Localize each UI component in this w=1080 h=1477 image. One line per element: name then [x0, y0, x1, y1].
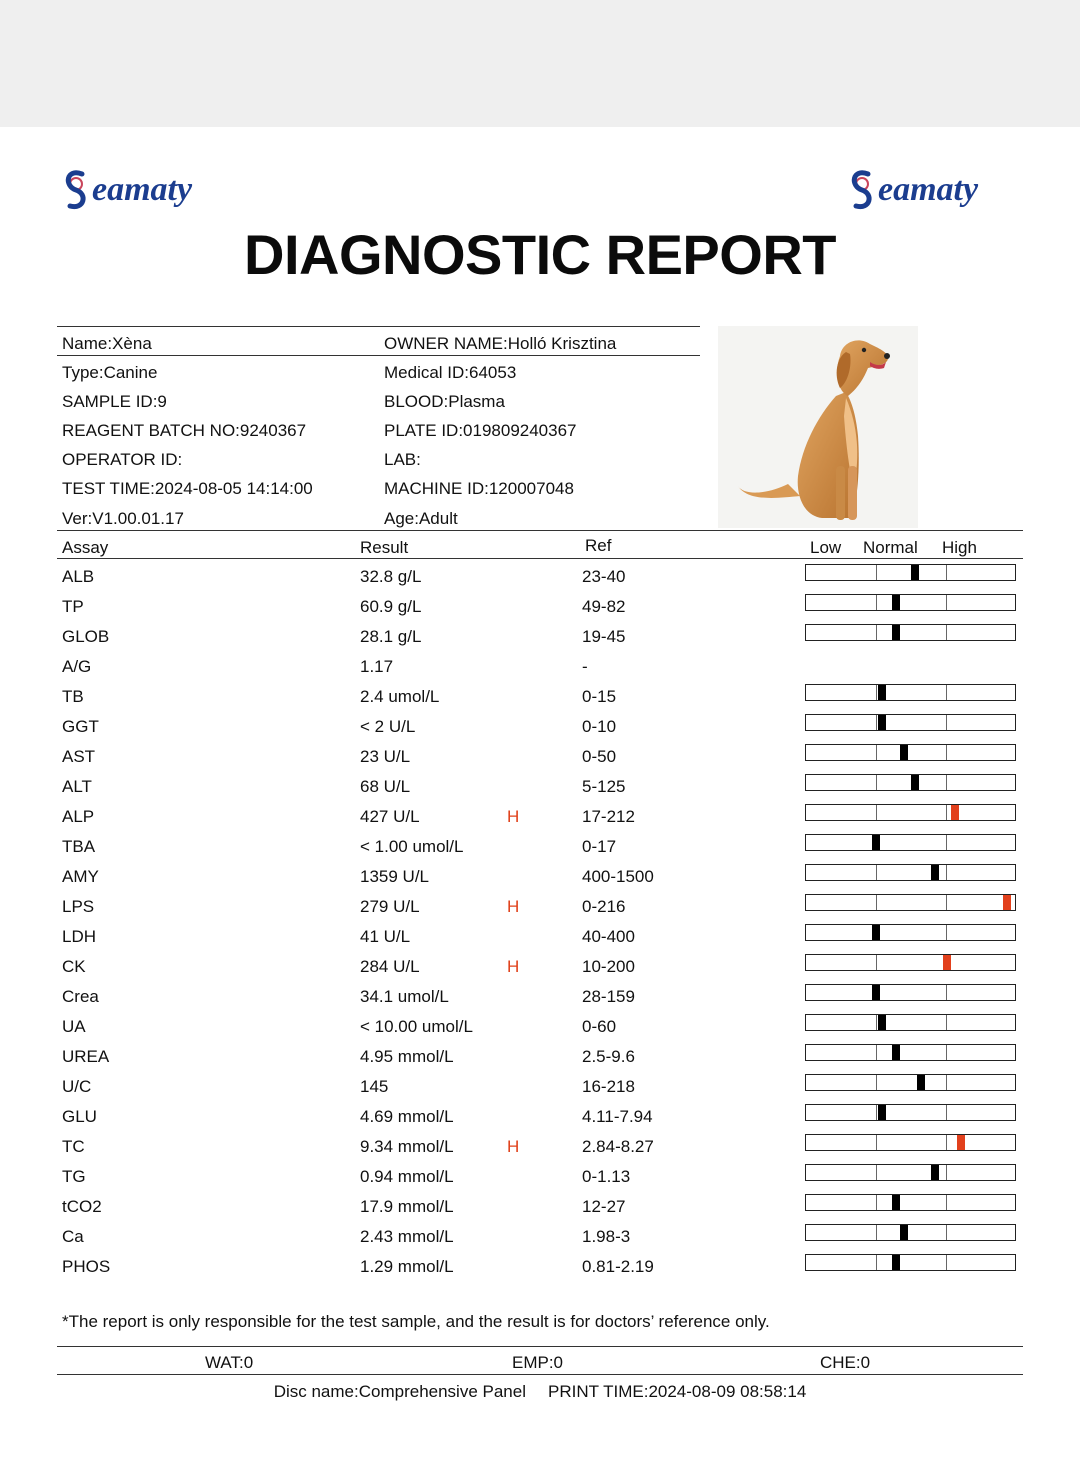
table-top-line [57, 530, 1023, 531]
gauge-divider [876, 745, 877, 760]
gauge-marker-high [957, 1135, 965, 1150]
test-time: TEST TIME:2024-08-05 14:14:00 [62, 479, 313, 498]
gauge-marker [911, 565, 919, 580]
assay-result: 34.1 umol/L [360, 987, 449, 1006]
assay-name: TC [62, 1137, 85, 1156]
assay-result: 1359 U/L [360, 867, 429, 886]
lab: LAB: [384, 450, 421, 469]
reference-range: 4.11-7.94 [582, 1107, 653, 1126]
gauge-divider [876, 715, 877, 730]
assay-result: 2.4 umol/L [360, 687, 440, 706]
assay-result: 145 [360, 1077, 389, 1096]
top-band [0, 0, 1080, 127]
assay-result: 284 U/L [360, 957, 420, 976]
gauge-divider [946, 805, 947, 820]
assay-name: A/G [62, 657, 92, 676]
table-row [0, 1107, 1080, 1137]
reference-range: 2.5-9.6 [582, 1047, 635, 1066]
range-gauge [805, 744, 1016, 761]
gauge-divider [876, 805, 877, 820]
gauge-divider [946, 565, 947, 580]
gauge-marker [872, 925, 880, 940]
range-gauge [805, 924, 1016, 941]
gauge-marker [878, 685, 886, 700]
assay-name: CK [62, 957, 86, 976]
gauge-divider [946, 835, 947, 850]
gauge-divider [876, 595, 877, 610]
gauge-divider [876, 1105, 877, 1120]
table-row [0, 1197, 1080, 1227]
table-row [0, 687, 1080, 717]
gauge-divider [946, 895, 947, 910]
owner-name: OWNER NAME:Holló Krisztina [384, 334, 617, 353]
assay-name: UREA [62, 1047, 110, 1066]
gauge-divider [946, 1195, 947, 1210]
range-gauge [805, 1014, 1016, 1031]
assay-result: 41 U/L [360, 927, 411, 946]
gauge-marker [872, 985, 880, 1000]
assay-result: 2.43 mmol/L [360, 1227, 454, 1246]
assay-name: GGT [62, 717, 99, 736]
header-assay: Assay [62, 538, 109, 557]
table-row [0, 1227, 1080, 1257]
table-row [0, 1257, 1080, 1287]
assay-result: 0.94 mmol/L [360, 1167, 454, 1186]
assay-name: TP [62, 597, 84, 616]
gauge-divider [876, 865, 877, 880]
table-row [0, 927, 1080, 957]
range-gauge [805, 774, 1016, 791]
reference-range: 2.84-8.27 [582, 1137, 654, 1156]
gauge-divider [946, 1135, 947, 1150]
gauge-divider [876, 895, 877, 910]
range-gauge [805, 594, 1016, 611]
assay-name: GLOB [62, 627, 110, 646]
patient-type: Type:Canine [62, 363, 158, 382]
assay-name: ALP [62, 807, 95, 826]
assay-result: 17.9 mmol/L [360, 1197, 454, 1216]
disclaimer-note: *The report is only responsible for the test sample, and the result is for doctors’ reference only. [62, 1312, 770, 1331]
medical-id: Medical ID:64053 [384, 363, 517, 382]
table-row [0, 777, 1080, 807]
gauge-divider [876, 1015, 877, 1030]
assay-name: TG [62, 1167, 86, 1186]
gauge-divider [946, 1225, 947, 1240]
assay-name: AST [62, 747, 96, 766]
emp-value: EMP:0 [512, 1353, 564, 1372]
machine-id: MACHINE ID:120007048 [384, 479, 574, 498]
blood-type: BLOOD:Plasma [384, 392, 505, 411]
reference-range: 0-50 [582, 747, 617, 766]
assay-name: LPS [62, 897, 95, 916]
gauge-divider [946, 745, 947, 760]
gauge-marker-high [943, 955, 951, 970]
assay-name: U/C [62, 1077, 92, 1096]
assay-result: 4.95 mmol/L [360, 1047, 454, 1066]
assay-result: < 2 U/L [360, 717, 416, 736]
reference-range: 19-45 [582, 627, 626, 646]
table-row [0, 957, 1080, 987]
gauge-divider [946, 1165, 947, 1180]
assay-name: Ca [62, 1227, 84, 1246]
footer-line-1 [57, 1346, 1023, 1347]
reference-range: 17-212 [582, 807, 635, 826]
gauge-marker [878, 1015, 886, 1030]
gauge-divider [876, 625, 877, 640]
assay-name: TB [62, 687, 84, 706]
reference-range: 10-200 [582, 957, 635, 976]
che-value: CHE:0 [820, 1353, 871, 1372]
gauge-marker [892, 625, 900, 640]
assay-name: tCO2 [62, 1197, 102, 1216]
gauge-divider [946, 775, 947, 790]
reference-range: 23-40 [582, 567, 626, 586]
patient-name: Name:Xèna [62, 334, 152, 353]
gauge-marker [917, 1075, 925, 1090]
range-gauge [805, 1104, 1016, 1121]
reference-range: 5-125 [582, 777, 626, 796]
high-flag: H [507, 957, 520, 976]
info-top-line [57, 326, 700, 327]
reference-range: 400-1500 [582, 867, 654, 886]
gauge-divider [946, 1105, 947, 1120]
range-gauge [805, 714, 1016, 731]
svg-text:eamaty: eamaty [878, 171, 979, 208]
gauge-marker-high [1003, 895, 1011, 910]
reference-range: 49-82 [582, 597, 626, 616]
reference-range: 12-27 [582, 1197, 626, 1216]
reference-range: 28-159 [582, 987, 635, 1006]
gauge-divider [946, 685, 947, 700]
gauge-divider [876, 1225, 877, 1240]
high-flag: H [507, 897, 520, 916]
print-time: PRINT TIME:2024-08-09 08:58:14 [548, 1382, 807, 1401]
gauge-divider [876, 955, 877, 970]
gauge-divider [946, 985, 947, 1000]
table-row [0, 597, 1080, 627]
gauge-divider [876, 1045, 877, 1060]
assay-name: ALT [62, 777, 92, 796]
dog-photo [718, 326, 918, 528]
sample-id: SAMPLE ID:9 [62, 392, 167, 411]
operator-id: OPERATOR ID: [62, 450, 183, 469]
range-gauge [805, 684, 1016, 701]
gauge-marker [892, 595, 900, 610]
reference-range: 0-216 [582, 897, 626, 916]
patient-age: Age:Adult [384, 509, 458, 528]
assay-result: 427 U/L [360, 807, 420, 826]
gauge-marker [931, 865, 939, 880]
gauge-marker [892, 1255, 900, 1270]
header-result: Result [360, 538, 409, 557]
wat-value: WAT:0 [205, 1353, 254, 1372]
plate-id: PLATE ID:019809240367 [384, 421, 577, 440]
table-row [0, 717, 1080, 747]
assay-name: PHOS [62, 1257, 111, 1276]
gauge-divider [876, 1165, 877, 1180]
gauge-divider [946, 625, 947, 640]
assay-result: < 1.00 umol/L [360, 837, 464, 856]
assay-result: 23 U/L [360, 747, 411, 766]
info-name-line [57, 355, 700, 356]
reference-range: 0-15 [582, 687, 617, 706]
gauge-marker [900, 1225, 908, 1240]
range-gauge [805, 954, 1016, 971]
gauge-divider [946, 1075, 947, 1090]
range-gauge [805, 1044, 1016, 1061]
gauge-divider [876, 1255, 877, 1270]
assay-name: TBA [62, 837, 96, 856]
table-row [0, 1017, 1080, 1047]
range-gauge [805, 1194, 1016, 1211]
table-row [0, 837, 1080, 867]
assay-result: 279 U/L [360, 897, 420, 916]
table-row [0, 1047, 1080, 1077]
assay-result: 32.8 g/L [360, 567, 422, 586]
gauge-marker [931, 1165, 939, 1180]
reference-range: 0-10 [582, 717, 617, 736]
table-row [0, 657, 1080, 687]
assay-result: 1.29 mmol/L [360, 1257, 454, 1276]
disc-name: Disc name:Comprehensive Panel [273, 1382, 526, 1401]
gauge-marker [878, 715, 886, 730]
range-gauge [805, 864, 1016, 881]
range-gauge [805, 1164, 1016, 1181]
reference-range: - [582, 657, 588, 676]
gauge-marker [872, 835, 880, 850]
table-row [0, 867, 1080, 897]
range-gauge [805, 834, 1016, 851]
assay-result: 1.17 [360, 657, 394, 676]
gauge-marker [892, 1045, 900, 1060]
range-gauge [805, 1134, 1016, 1151]
range-gauge [805, 1224, 1016, 1241]
gauge-marker [878, 1105, 886, 1120]
gauge-marker-high [951, 805, 959, 820]
range-gauge [805, 804, 1016, 821]
header-high: High [942, 538, 977, 557]
table-row [0, 897, 1080, 927]
range-gauge [805, 984, 1016, 1001]
gauge-marker [900, 745, 908, 760]
gauge-divider [946, 715, 947, 730]
table-row [0, 987, 1080, 1017]
range-gauge [805, 1254, 1016, 1271]
gauge-marker [892, 1195, 900, 1210]
gauge-divider [876, 1195, 877, 1210]
gauge-divider [876, 1075, 877, 1090]
table-row [0, 1077, 1080, 1107]
gauge-divider [946, 1015, 947, 1030]
high-flag: H [507, 1137, 520, 1156]
svg-text:eamaty: eamaty [92, 171, 193, 208]
gauge-divider [876, 565, 877, 580]
gauge-divider [876, 1135, 877, 1150]
table-row [0, 807, 1080, 837]
reference-range: 0.81-2.19 [582, 1257, 654, 1276]
seamaty-logo-right [848, 160, 1018, 220]
gauge-divider [946, 1045, 947, 1060]
assay-name: LDH [62, 927, 97, 946]
assay-name: AMY [62, 867, 99, 886]
header-low: Low [810, 538, 842, 557]
table-row [0, 1167, 1080, 1197]
assay-name: UA [62, 1017, 86, 1036]
report-title: DIAGNOSTIC REPORT [244, 223, 836, 286]
print-info [0, 1382, 1080, 1402]
table-header-line [57, 558, 1023, 559]
gauge-divider [876, 775, 877, 790]
reference-range: 0-60 [582, 1017, 617, 1036]
footer-line-2 [57, 1374, 1023, 1375]
assay-result: 4.69 mmol/L [360, 1107, 454, 1126]
range-gauge [805, 1074, 1016, 1091]
gauge-divider [876, 685, 877, 700]
high-flag: H [507, 807, 520, 826]
table-row [0, 627, 1080, 657]
header-ref: Ref [585, 536, 612, 555]
assay-result: 28.1 g/L [360, 627, 422, 646]
table-row [0, 1137, 1080, 1167]
gauge-divider [946, 595, 947, 610]
range-gauge [805, 564, 1016, 581]
reference-range: 1.98-3 [582, 1227, 631, 1246]
reference-range: 40-400 [582, 927, 635, 946]
gauge-divider [946, 925, 947, 940]
seamaty-logo-left [62, 160, 232, 220]
range-gauge [805, 624, 1016, 641]
range-gauge [805, 894, 1016, 911]
assay-result: 68 U/L [360, 777, 411, 796]
gauge-divider [946, 865, 947, 880]
table-row [0, 747, 1080, 777]
gauge-divider [946, 1255, 947, 1270]
table-row [0, 567, 1080, 597]
version: Ver:V1.00.01.17 [62, 509, 184, 528]
header-normal: Normal [863, 538, 918, 557]
assay-name: Crea [62, 987, 99, 1006]
assay-result: 9.34 mmol/L [360, 1137, 454, 1156]
assay-name: ALB [62, 567, 95, 586]
assay-name: GLU [62, 1107, 97, 1126]
assay-result: < 10.00 umol/L [360, 1017, 473, 1036]
reference-range: 0-17 [582, 837, 617, 856]
reference-range: 0-1.13 [582, 1167, 631, 1186]
reagent-batch: REAGENT BATCH NO:9240367 [62, 421, 307, 440]
reference-range: 16-218 [582, 1077, 635, 1096]
assay-result: 60.9 g/L [360, 597, 422, 616]
gauge-marker [911, 775, 919, 790]
